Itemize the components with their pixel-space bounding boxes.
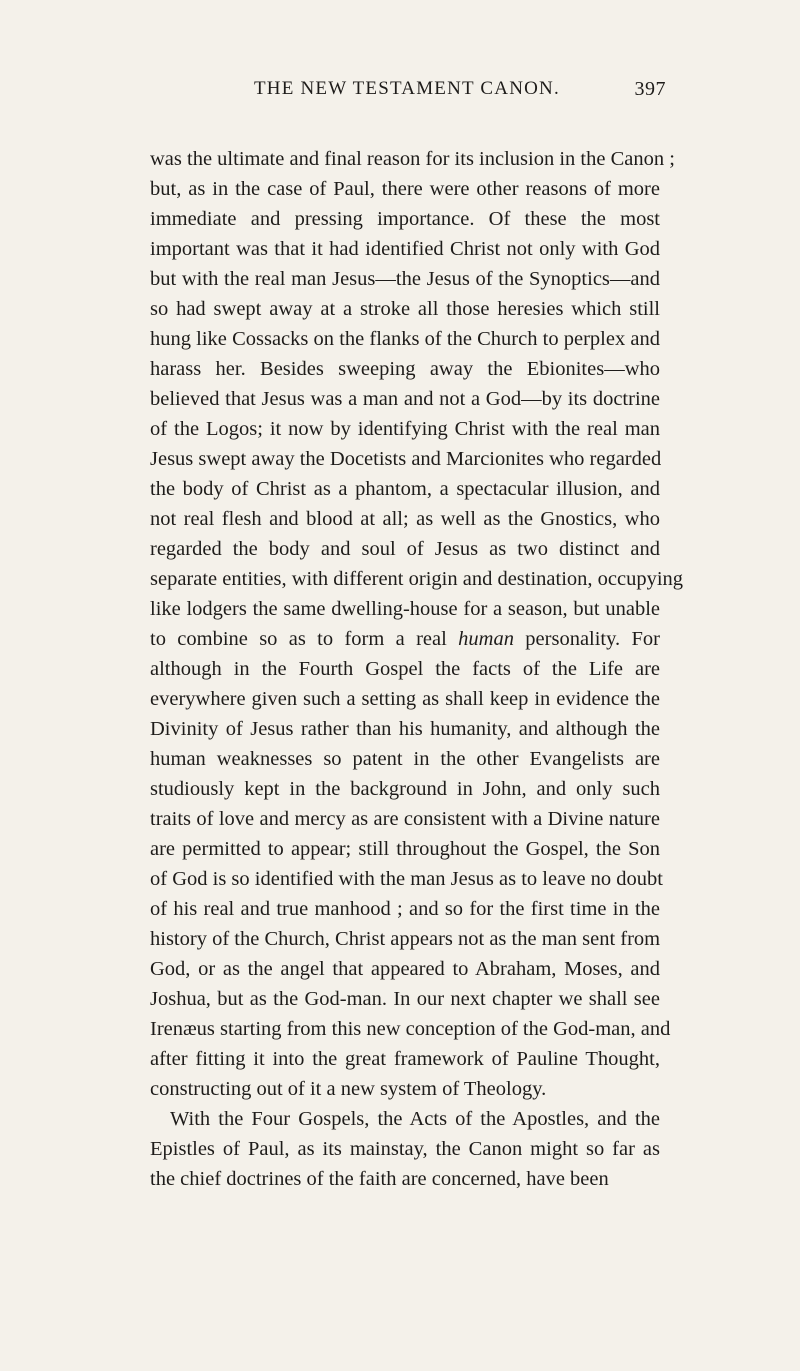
text-line: Irenæus starting from this new conception of the God-man, and <box>150 1018 671 1040</box>
text-line: of God is so identified with the man Jesus as to leave no doubt <box>150 868 663 890</box>
text-line: of his real and true manhood ; and so for the first time in the <box>150 898 660 920</box>
text-line: Joshua, but as the God-man. In our next chapter we shall see <box>150 988 660 1010</box>
text-line: important was that it had identified Christ not only with God <box>150 238 660 260</box>
text-line: the chief doctrines of the faith are concerned, have been <box>150 1168 609 1190</box>
text-line: not real flesh and blood at all; as well as the Gnostics, who <box>150 508 660 530</box>
text-line: studiously kept in the background in John, and only such <box>150 778 660 800</box>
text-line: separate entities, with different origin and destination, occupying <box>150 568 684 590</box>
page-header <box>150 78 666 108</box>
text-line: like lodgers the same dwelling-house for a season, but unable <box>150 598 660 620</box>
text-line: human weaknesses so patent in the other Evangelists are <box>150 748 660 770</box>
text-line: the body of Christ as a phantom, a spectacular illusion, and <box>150 478 660 500</box>
text-line: immediate and pressing importance. Of these the most <box>150 208 660 230</box>
text-line: was the ultimate and final reason for its inclusion in the Canon ; <box>150 148 675 170</box>
body-text <box>150 144 684 1194</box>
text-line: Epistles of Paul, as its mainstay, the Canon might so far as <box>150 1138 660 1160</box>
text-line: but, as in the case of Paul, there were other reasons of more <box>150 178 660 200</box>
text-line: God, or as the angel that appeared to Abraham, Moses, and <box>150 958 660 980</box>
text-line: history of the Church, Christ appears not as the man sent from <box>150 928 661 950</box>
running-title: THE NEW TESTAMENT CANON. <box>254 78 560 99</box>
text-line: believed that Jesus was a man and not a God—by its doctrine <box>150 388 660 410</box>
text-line: are permitted to appear; still throughout the Gospel, the Son <box>150 838 660 860</box>
text-line: after fitting it into the great framework of Pauline Thought, <box>150 1048 660 1070</box>
text-line: Jesus swept away the Docetists and Marcionites who regarded <box>150 448 662 470</box>
text-line: hung like Cossacks on the flanks of the Church to perplex and <box>150 328 660 350</box>
text-line: but with the real man Jesus—the Jesus of the Synoptics—and <box>150 268 660 290</box>
text-line: everywhere given such a setting as shall keep in evidence the <box>150 688 660 710</box>
text-line: regarded the body and soul of Jesus as two distinct and <box>150 538 660 560</box>
text-line: traits of love and mercy as are consistent with a Divine nature <box>150 808 660 830</box>
text-line: Divinity of Jesus rather than his humanity, and although the <box>150 718 660 740</box>
text-line: to combine so as to form a real human personality. For <box>150 628 660 650</box>
text-line: so had swept away at a stroke all those heresies which still <box>150 298 660 320</box>
text-line: of the Logos; it now by identifying Christ with the real man <box>150 418 660 440</box>
text-line: With the Four Gospels, the Acts of the Apostles, and the <box>170 1108 660 1130</box>
page-number: 397 <box>634 78 666 100</box>
text-line: constructing out of it a new system of Theology. <box>150 1078 547 1100</box>
text-line: although in the Fourth Gospel the facts of the Life are <box>150 658 660 680</box>
italic-word: human <box>458 628 514 650</box>
text-line: harass her. Besides sweeping away the Ebionites—who <box>150 358 660 380</box>
